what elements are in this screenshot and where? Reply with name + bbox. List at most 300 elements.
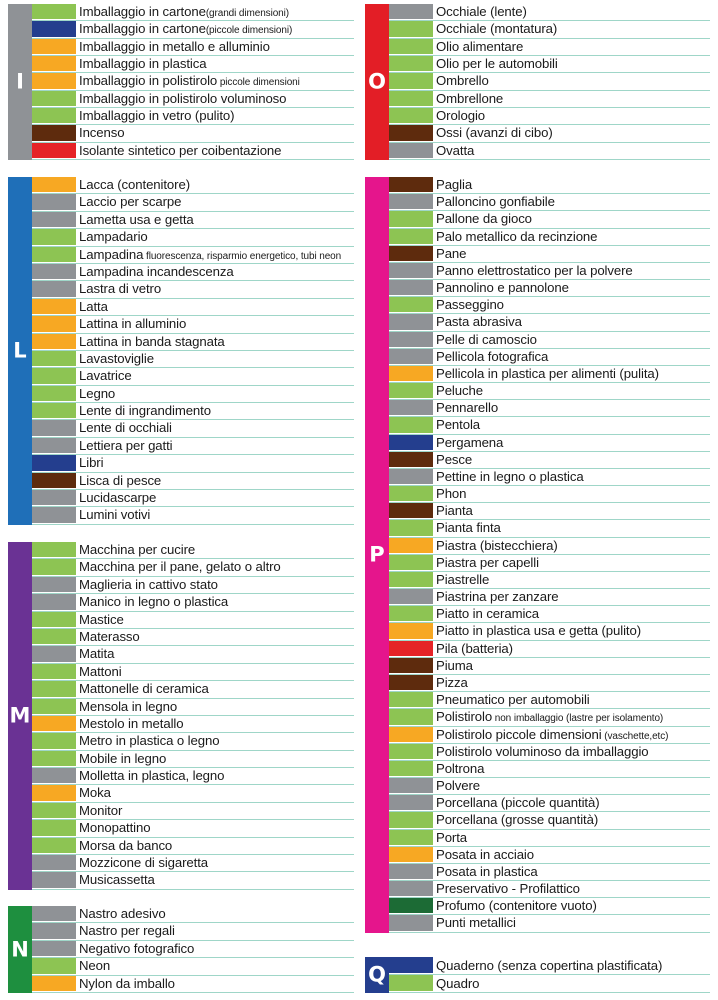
item-name: Pasta abrasiva [436, 314, 522, 330]
list-item [389, 623, 710, 640]
item-label [436, 39, 708, 55]
item-note: (grandi dimensioni) [205, 8, 289, 19]
list-item [32, 629, 354, 646]
item-label [79, 281, 352, 297]
item-name: Lastra di vetro [79, 281, 162, 297]
item-label [79, 143, 352, 159]
item-name: Lametta usa e getta [79, 211, 194, 227]
item-label [79, 56, 352, 72]
list-item [389, 280, 710, 297]
list-item [389, 957, 710, 975]
item-label [436, 881, 708, 897]
item-name: Polistirolo piccole dimensioni [436, 726, 602, 742]
bin-color-swatch [32, 299, 76, 315]
bin-color-swatch [389, 830, 433, 846]
bin-color-swatch [389, 898, 433, 914]
item-label [436, 572, 708, 588]
item-label [79, 316, 352, 332]
list-item [389, 847, 710, 864]
item-label [436, 975, 708, 992]
item-label [436, 125, 708, 141]
item-label [436, 795, 708, 811]
bin-color-swatch [389, 332, 433, 348]
bin-color-swatch [32, 316, 76, 332]
item-label [436, 555, 708, 571]
list-item [389, 108, 710, 125]
section-letter: O [368, 69, 386, 94]
item-label [436, 177, 708, 193]
item-label [79, 577, 352, 593]
bin-color-swatch [389, 761, 433, 777]
item-list [32, 542, 354, 890]
item-list [389, 177, 710, 933]
list-item [32, 751, 354, 768]
item-label [436, 73, 708, 89]
item-label [436, 520, 708, 536]
bin-color-swatch [389, 280, 433, 296]
item-label [79, 334, 352, 350]
item-name: Polistirolo [436, 709, 493, 725]
bin-color-swatch [389, 211, 433, 227]
bin-color-swatch [389, 589, 433, 605]
item-label [436, 623, 708, 639]
bin-color-swatch [32, 247, 76, 263]
item-note: (vaschette,etc) [601, 730, 669, 742]
bin-color-swatch [389, 314, 433, 330]
item-name: Occhiale (montatura) [436, 21, 558, 37]
item-name: Lucidascarpe [79, 490, 157, 506]
bin-color-swatch [32, 351, 76, 367]
bin-color-swatch [32, 143, 76, 159]
item-name: Incenso [79, 125, 125, 141]
item-name: Mattonelle di ceramica [79, 681, 209, 697]
item-label [436, 658, 708, 674]
item-label [79, 872, 352, 888]
item-label [79, 594, 352, 610]
item-label [79, 646, 352, 662]
list-item [389, 56, 710, 73]
list-item [389, 417, 710, 434]
bin-color-swatch [389, 623, 433, 639]
bin-color-swatch [32, 681, 76, 697]
item-name: Lampadina [79, 246, 144, 262]
bin-color-swatch [32, 438, 76, 454]
bin-color-swatch [32, 803, 76, 819]
list-item [32, 958, 354, 975]
bin-color-swatch [32, 785, 76, 801]
item-name: Olio per le automobili [436, 55, 558, 71]
bin-color-swatch [389, 39, 433, 55]
item-name: Lente di ingrandimento [79, 403, 211, 419]
list-item [32, 923, 354, 940]
section-letter: Q [368, 962, 386, 987]
item-name: Piastra per capelli [436, 554, 539, 570]
section-q [365, 957, 710, 993]
item-label [436, 211, 708, 227]
item-name: Pellicola in plastica per alimenti (pulita) [436, 365, 659, 381]
item-name: Libri [79, 455, 104, 471]
bin-color-swatch [32, 629, 76, 645]
item-label [79, 768, 352, 784]
item-name: Neon [79, 958, 111, 974]
bin-color-swatch [32, 958, 76, 974]
bin-color-swatch [32, 455, 76, 471]
item-name: Polvere [436, 778, 481, 794]
item-list [32, 4, 354, 160]
bin-color-swatch [32, 594, 76, 610]
item-name: Ombrello [436, 73, 489, 89]
list-item [389, 692, 710, 709]
bin-color-swatch [389, 675, 433, 691]
list-item [32, 664, 354, 681]
list-item [389, 246, 710, 263]
list-item [389, 864, 710, 881]
item-name: Molletta in plastica, legno [79, 768, 225, 784]
item-name: Pallone da gioco [436, 211, 532, 227]
item-name: Poltrona [436, 760, 485, 776]
item-list [32, 177, 354, 525]
item-label [79, 751, 352, 767]
item-name: Lacca (contenitore) [79, 177, 190, 192]
item-name: Matita [79, 646, 115, 662]
item-note: (piccole dimensioni) [205, 25, 293, 37]
item-label [436, 383, 708, 399]
item-name: Pianta [436, 503, 473, 519]
bin-color-swatch [32, 768, 76, 784]
item-name: Nylon da imballo [79, 975, 175, 991]
item-name: Lisca di pesce [79, 472, 162, 488]
item-label [79, 838, 352, 854]
bin-color-swatch [389, 263, 433, 279]
bin-color-swatch [32, 56, 76, 72]
list-item [389, 4, 710, 21]
section-letter: M [9, 703, 31, 728]
item-label [436, 56, 708, 72]
item-label [79, 212, 352, 228]
section-m [8, 542, 354, 890]
list-item [32, 699, 354, 716]
bin-color-swatch [389, 795, 433, 811]
bin-color-swatch [32, 125, 76, 141]
item-name: Nastro per regali [79, 923, 175, 939]
list-item [389, 486, 710, 503]
item-name: Panno elettrostatico per la polvere [436, 262, 633, 278]
item-label [79, 923, 352, 939]
item-label [79, 299, 352, 315]
item-name: Materasso [79, 628, 140, 644]
item-label [79, 820, 352, 836]
item-name: Pelle di camoscio [436, 331, 537, 347]
item-name: Passeggino [436, 297, 504, 313]
list-item [389, 73, 710, 90]
item-label [436, 108, 708, 124]
list-item [389, 177, 710, 194]
list-item [32, 229, 354, 246]
list-item [32, 733, 354, 750]
item-name: Piatto in plastica usa e getta (pulito) [436, 623, 642, 639]
list-item [32, 316, 354, 333]
item-label [79, 681, 352, 697]
list-item [32, 108, 354, 125]
list-item [32, 56, 354, 73]
bin-color-swatch [389, 727, 433, 743]
item-name: Orologio [436, 107, 486, 123]
bin-color-swatch [389, 538, 433, 554]
section-letter: N [11, 937, 29, 961]
item-label [79, 612, 352, 628]
item-label [436, 692, 708, 708]
item-name: Lumini votivi [79, 507, 151, 523]
item-label [79, 386, 352, 402]
item-label [436, 21, 708, 37]
list-item [389, 812, 710, 829]
list-item [389, 400, 710, 417]
list-item [389, 383, 710, 400]
bin-color-swatch [32, 751, 76, 767]
item-label [79, 4, 352, 22]
bin-color-swatch [32, 923, 76, 939]
item-label [79, 177, 352, 193]
item-label [436, 332, 708, 348]
item-name: Porta [436, 829, 468, 845]
item-name: Lampadario [79, 229, 148, 245]
bin-color-swatch [389, 143, 433, 159]
item-label [436, 297, 708, 313]
item-name: Lavatrice [79, 368, 132, 384]
item-label [436, 194, 708, 210]
list-item [32, 21, 354, 38]
bin-color-swatch [389, 73, 433, 89]
list-item [389, 830, 710, 847]
item-label [79, 490, 352, 506]
item-name: Ovatta [436, 142, 475, 158]
bin-color-swatch [32, 612, 76, 628]
item-name: Profumo (contenitore vuoto) [436, 898, 597, 914]
item-label [436, 263, 708, 279]
item-name: Metro in plastica o legno [79, 733, 220, 749]
bin-color-swatch [32, 577, 76, 593]
item-label [436, 452, 708, 468]
item-label [79, 39, 352, 55]
item-name: Lampadina incandescenza [79, 263, 234, 279]
list-item [32, 803, 354, 820]
list-item [32, 507, 354, 524]
bin-color-swatch [32, 420, 76, 436]
list-item [32, 490, 354, 507]
list-item [32, 39, 354, 56]
bin-color-swatch [389, 56, 433, 72]
bin-color-swatch [32, 906, 76, 922]
item-name: Isolante sintetico per coibentazione [79, 142, 282, 158]
item-name: Imballaggio in cartone [79, 21, 206, 37]
bin-color-swatch [32, 941, 76, 957]
bin-color-swatch [389, 246, 433, 262]
list-item [389, 898, 710, 915]
bin-color-swatch [32, 194, 76, 210]
bin-color-swatch [389, 957, 433, 974]
item-name: Pizza [436, 674, 468, 690]
bin-color-swatch [32, 507, 76, 523]
item-label [79, 264, 352, 280]
list-item [389, 641, 710, 658]
item-name: Posata in acciaio [436, 846, 534, 862]
item-label [436, 400, 708, 416]
bin-color-swatch [32, 386, 76, 402]
item-label [436, 675, 708, 691]
list-item [32, 785, 354, 802]
item-name: Peluche [436, 383, 483, 399]
item-name: Palloncino gonfiabile [436, 194, 555, 210]
bin-color-swatch [389, 297, 433, 313]
item-name: Quaderno (senza copertina plastificata) [436, 958, 663, 973]
bin-color-swatch [389, 91, 433, 107]
list-item [32, 125, 354, 142]
list-item [32, 455, 354, 472]
item-name: Macchina per il pane, gelato o altro [79, 559, 281, 575]
list-item [32, 594, 354, 611]
item-name: Musicassetta [79, 872, 155, 888]
item-name: Lente di occhiali [79, 420, 172, 436]
item-label [79, 229, 352, 245]
bin-color-swatch [389, 469, 433, 485]
list-item [389, 795, 710, 812]
list-item [32, 473, 354, 490]
item-label [79, 403, 352, 419]
list-item [389, 211, 710, 228]
item-name: Mattoni [79, 663, 122, 679]
item-name: Piastrelle [436, 571, 490, 587]
item-label [79, 664, 352, 680]
item-name: Imballaggio in metallo e alluminio [79, 38, 270, 54]
item-label [436, 778, 708, 794]
item-name: Legno [79, 385, 116, 401]
bin-color-swatch [389, 21, 433, 37]
item-name: Mensola in legno [79, 698, 178, 714]
bin-color-swatch [32, 559, 76, 575]
bin-color-swatch [389, 486, 433, 502]
list-item [32, 334, 354, 351]
item-label [436, 4, 708, 20]
bin-color-swatch [389, 229, 433, 245]
item-name: Quadro [436, 976, 480, 991]
list-item [389, 366, 710, 383]
list-item [389, 314, 710, 331]
section-i [8, 4, 354, 160]
bin-color-swatch [389, 864, 433, 880]
item-label [79, 906, 352, 922]
list-item [32, 768, 354, 785]
item-name: Punti metallici [436, 915, 516, 931]
bin-color-swatch [389, 383, 433, 399]
bin-color-swatch [32, 872, 76, 888]
item-list [389, 4, 710, 160]
item-name: Lattina in alluminio [79, 316, 187, 332]
bin-color-swatch [389, 709, 433, 725]
list-item [32, 4, 354, 21]
bin-color-swatch [389, 881, 433, 897]
list-item [32, 820, 354, 837]
list-item [32, 73, 354, 90]
list-item [389, 452, 710, 469]
list-item [32, 872, 354, 889]
bin-color-swatch [389, 125, 433, 141]
bin-color-swatch [32, 855, 76, 871]
list-item [32, 143, 354, 160]
list-item [32, 542, 354, 559]
bin-color-swatch [32, 473, 76, 489]
item-label [79, 785, 352, 801]
list-item [32, 612, 354, 629]
item-name: Moka [79, 785, 111, 801]
bin-color-swatch [389, 812, 433, 828]
section-letter-bar [8, 542, 32, 890]
bin-color-swatch [389, 744, 433, 760]
list-item [32, 177, 354, 194]
list-item [32, 299, 354, 316]
section-letter-bar [8, 906, 32, 993]
list-item [389, 727, 710, 744]
list-item [389, 349, 710, 366]
list-item [32, 855, 354, 872]
item-label [79, 976, 352, 992]
item-label [79, 420, 352, 436]
bin-color-swatch [32, 4, 76, 20]
item-name: Piastra (bistecchiera) [436, 537, 558, 553]
list-item [389, 606, 710, 623]
bin-color-swatch [32, 368, 76, 384]
list-item [389, 589, 710, 606]
bin-color-swatch [32, 264, 76, 280]
section-letter-bar [365, 957, 389, 993]
bin-color-swatch [389, 692, 433, 708]
list-item [32, 559, 354, 576]
item-name: Pesce [436, 451, 473, 467]
item-label [79, 73, 352, 91]
list-item [389, 263, 710, 280]
item-label [436, 812, 708, 828]
bin-color-swatch [32, 716, 76, 732]
item-label [79, 507, 352, 523]
list-item [389, 761, 710, 778]
bin-color-swatch [389, 503, 433, 519]
bin-color-swatch [389, 847, 433, 863]
item-note: piccole dimensioni [217, 77, 300, 89]
section-letter: I [16, 69, 24, 94]
item-note: non imballaggio (lastre per isolamento) [492, 713, 664, 725]
item-label [436, 349, 708, 365]
item-name: Preservativo - Profilattico [436, 881, 580, 897]
item-label [436, 246, 708, 262]
item-label [79, 91, 352, 107]
item-label [79, 455, 352, 471]
bin-color-swatch [32, 403, 76, 419]
list-item [32, 577, 354, 594]
bin-color-swatch [32, 490, 76, 506]
item-name: Porcellana (grosse quantità) [436, 812, 599, 828]
list-item [32, 403, 354, 420]
list-item [389, 21, 710, 38]
bin-color-swatch [389, 417, 433, 433]
section-l [8, 177, 354, 525]
list-item [32, 212, 354, 229]
item-name: Pila (batteria) [436, 640, 513, 656]
item-name: Imballaggio in vetro (pulito) [79, 107, 235, 123]
item-name: Negativo fotografico [79, 940, 195, 956]
item-label [436, 435, 708, 451]
bin-color-swatch [32, 281, 76, 297]
item-label [79, 733, 352, 749]
item-label [436, 957, 708, 974]
